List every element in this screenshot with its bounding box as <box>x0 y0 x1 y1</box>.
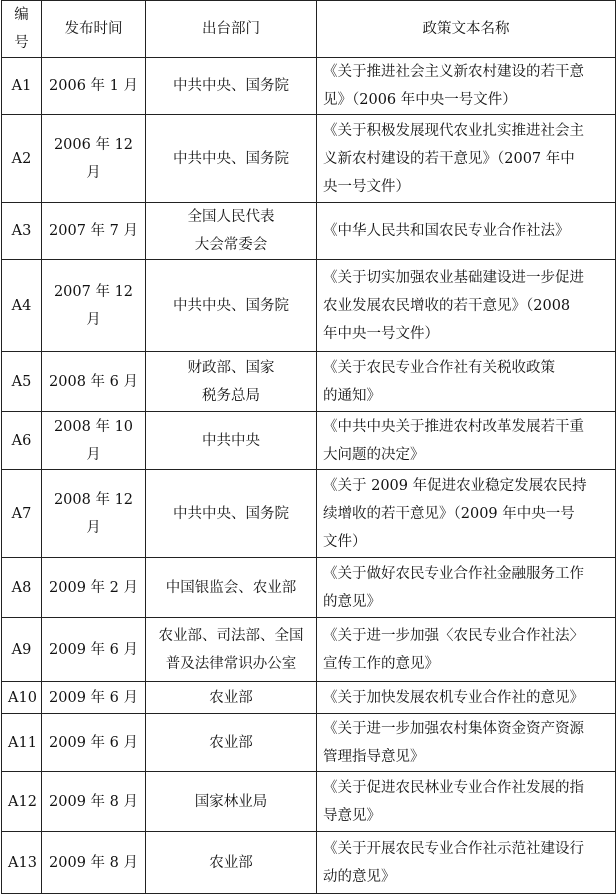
cell-id: A11 <box>2 714 42 772</box>
cell-date: 2008 年 10 月 <box>42 412 146 470</box>
table-row <box>2 412 616 470</box>
cell-date: 2009 年 6 月 <box>42 714 146 772</box>
table-row <box>2 352 616 412</box>
cell-id: A7 <box>2 470 42 558</box>
cell-title <box>317 260 616 352</box>
cell-title <box>317 352 616 412</box>
title-line: 农业发展农民增收的若干意见》（2008 <box>323 297 571 314</box>
title-line: 《关于 2009 年促进农业稳定发展农民持 <box>323 477 587 494</box>
title-line: 文件） <box>323 533 367 550</box>
table-body <box>2 58 616 894</box>
table-row <box>2 714 616 772</box>
cell-date: 2008 年 6 月 <box>42 352 146 412</box>
dept-line: 普及法律常识办公室 <box>165 655 297 672</box>
title-line: 大问题的决定》 <box>323 446 425 463</box>
table-row <box>2 115 616 203</box>
title-line: 续增收的若干意见》（2009 年中央一号 <box>323 505 575 522</box>
table-row <box>2 203 616 260</box>
cell-date: 2006 年 1 月 <box>42 58 146 115</box>
title-line: 年中央一号文件） <box>323 325 439 342</box>
dept-line: 国家林业局 <box>194 793 268 810</box>
title-line: 《关于加快发展农机专业合作社的意见》 <box>323 689 584 706</box>
cell-title <box>317 772 616 832</box>
title-line: 导意见》 <box>323 807 381 824</box>
cell-dept <box>146 772 317 832</box>
cell-dept <box>146 470 317 558</box>
dept-line: 中共中央、国务院 <box>173 505 289 522</box>
dept-line: 税务总局 <box>202 387 260 404</box>
table-row <box>2 470 616 558</box>
title-line: 《关于积极发展现代农业扎实推进社会主 <box>323 122 584 139</box>
header-title: 政策文本名称 <box>317 1 616 58</box>
cell-title <box>317 412 616 470</box>
cell-dept <box>146 558 317 618</box>
cell-title <box>317 618 616 682</box>
cell-title <box>317 714 616 772</box>
cell-id: A1 <box>2 58 42 115</box>
cell-date: 2009 年 6 月 <box>42 618 146 682</box>
header-date: 发布时间 <box>42 1 146 58</box>
cell-id: A8 <box>2 558 42 618</box>
header-id: 编号 <box>2 1 42 58</box>
cell-id: A6 <box>2 412 42 470</box>
cell-dept <box>146 352 317 412</box>
cell-date: 2007 年 7 月 <box>42 203 146 260</box>
cell-title <box>317 682 616 714</box>
table-row <box>2 260 616 352</box>
cell-date: 2009 年 8 月 <box>42 772 146 832</box>
title-line: 义新农村建设的若干意见》（2007 年中 <box>323 150 575 167</box>
header-row <box>2 1 616 58</box>
title-line: 的意见》 <box>323 593 381 610</box>
title-line: 的通知》 <box>323 387 381 404</box>
cell-title <box>317 115 616 203</box>
cell-id: A9 <box>2 618 42 682</box>
title-line: 央一号文件） <box>323 178 410 195</box>
table-row <box>2 772 616 832</box>
cell-id: A4 <box>2 260 42 352</box>
title-line: 《关于做好农民专业合作社金融服务工作 <box>323 565 584 582</box>
title-line: 《关于促进农民林业专业合作社发展的指 <box>323 779 584 796</box>
dept-line: 全国人民代表 <box>187 209 275 225</box>
cell-date: 2008 年 12 月 <box>42 470 146 558</box>
dept-line: 财政部、国家 <box>187 359 275 376</box>
cell-date: 2009 年 6 月 <box>42 682 146 714</box>
dept-line: 中共中央 <box>202 432 260 449</box>
cell-id: A3 <box>2 203 42 260</box>
cell-date: 2009 年 2 月 <box>42 558 146 618</box>
cell-title <box>317 203 616 260</box>
title-line: 《关于农民专业合作社有关税收政策 <box>323 359 555 376</box>
title-line: 《关于推进社会主义新农村建设的若干意 <box>323 64 584 80</box>
dept-line: 农业部 <box>209 689 253 706</box>
dept-line: 农业部 <box>209 734 253 751</box>
table-row <box>2 618 616 682</box>
cell-dept <box>146 58 317 115</box>
dept-line: 中共中央、国务院 <box>173 78 289 94</box>
title-line: 宣传工作的意见》 <box>323 655 439 672</box>
dept-line: 中共中央、国务院 <box>173 150 289 167</box>
title-line: 《关于进一步加强农村集体资金资产资源 <box>323 720 584 737</box>
cell-dept <box>146 714 317 772</box>
header-dept: 出台部门 <box>146 1 317 58</box>
dept-line: 农业部 <box>209 854 253 871</box>
title-line: 动的意见》 <box>323 868 396 885</box>
title-line: 《关于切实加强农业基础建设进一步促进 <box>323 269 584 286</box>
cell-date: 2009 年 8 月 <box>42 832 146 894</box>
cell-dept <box>146 115 317 203</box>
title-line: 管理指导意见》 <box>323 748 425 765</box>
dept-line: 中共中央、国务院 <box>173 297 289 314</box>
table-row <box>2 682 616 714</box>
title-line: 《关于开展农民专业合作社示范社建设行 <box>323 840 584 857</box>
dept-line: 大会常委会 <box>194 237 268 253</box>
table-row <box>2 58 616 115</box>
cell-dept <box>146 682 317 714</box>
title-line: 见》（2006 年中央一号文件） <box>323 92 517 108</box>
table-row <box>2 832 616 894</box>
cell-title <box>317 832 616 894</box>
cell-id: A2 <box>2 115 42 203</box>
cell-date: 2007 年 12 月 <box>42 260 146 352</box>
cell-id: A13 <box>2 832 42 894</box>
dept-line: 农业部、司法部、全国 <box>158 627 304 644</box>
dept-line: 中国银监会、农业部 <box>165 579 297 596</box>
cell-id: A12 <box>2 772 42 832</box>
cell-dept <box>146 412 317 470</box>
cell-id: A5 <box>2 352 42 412</box>
title-line: 《中华人民共和国农民专业合作社法》 <box>323 223 570 239</box>
cell-dept <box>146 260 317 352</box>
table-row <box>2 558 616 618</box>
cell-title <box>317 58 616 115</box>
cell-dept <box>146 832 317 894</box>
title-line: 《中共中央关于推进农村改革发展若干重 <box>323 418 584 435</box>
title-line: 《关于进一步加强〈农民专业合作社法〉 <box>323 627 584 644</box>
cell-id: A10 <box>2 682 42 714</box>
cell-title <box>317 558 616 618</box>
policy-table <box>1 0 616 894</box>
cell-date: 2006 年 12 月 <box>42 115 146 203</box>
cell-dept <box>146 203 317 260</box>
cell-title <box>317 470 616 558</box>
cell-dept <box>146 618 317 682</box>
